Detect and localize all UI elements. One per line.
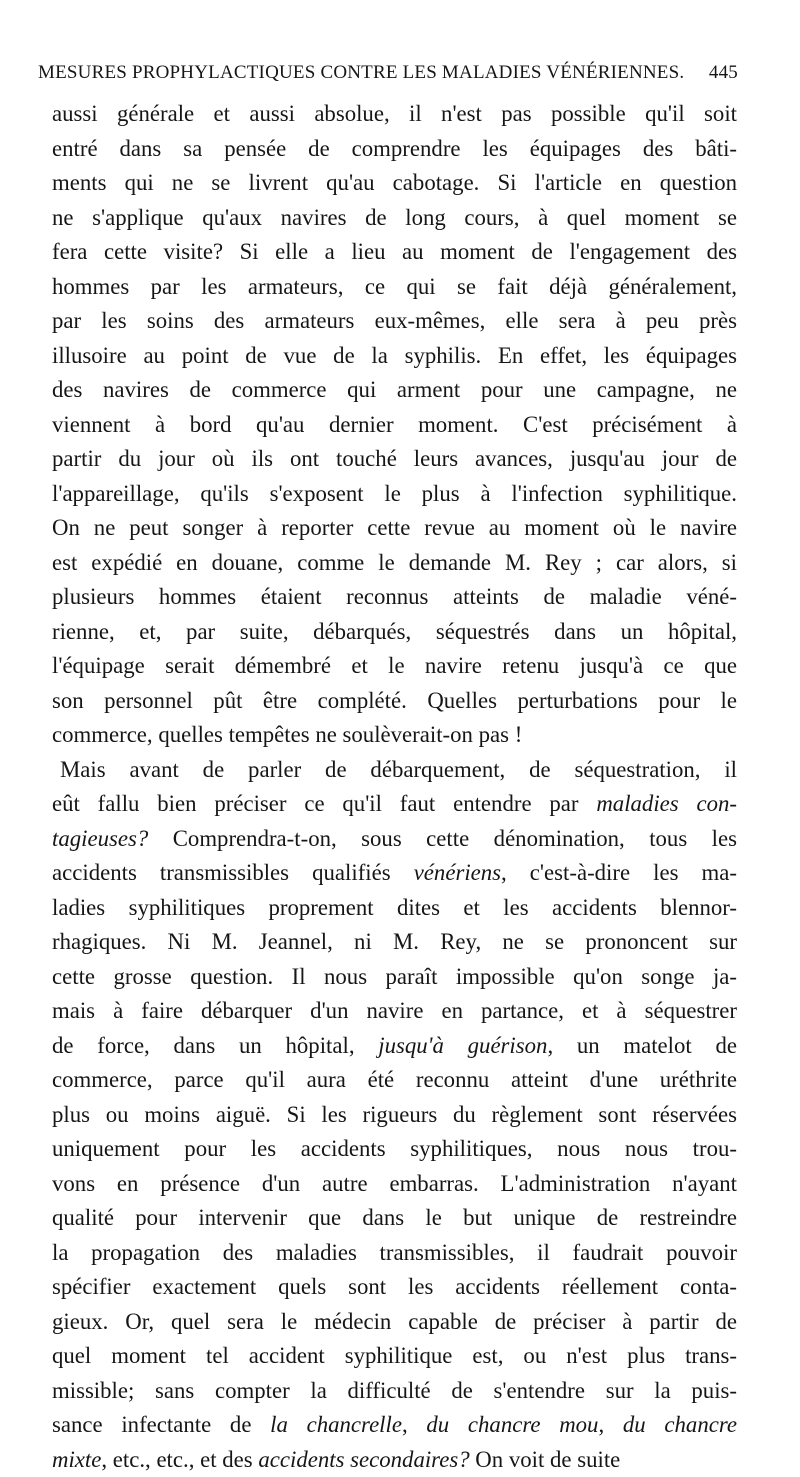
italic-text-run: du chancre mou: [426, 1412, 598, 1437]
text-line: [52, 1270, 737, 1305]
text-line: [52, 546, 737, 581]
italic-text-run: tagieuses?: [52, 826, 148, 851]
text-run: gieux. Or, quel sera le médecin capable de préciser à partir de: [52, 1309, 737, 1334]
text-line: [52, 960, 737, 995]
page-number: 445: [709, 62, 738, 84]
text-line: [52, 408, 737, 443]
text-line: [52, 477, 737, 512]
text-run: missible; sans compter la difficulté de s'entendre sur la puis-: [52, 1378, 737, 1403]
text-line: [52, 166, 737, 201]
text-run: accidents transmissibles qualifiés: [52, 860, 414, 885]
text-line: [52, 1201, 737, 1236]
text-line: [52, 1167, 737, 1202]
text-run: est expédié en douane, comme le demande M. Rey ; car alors, si: [52, 550, 737, 575]
text-run: uniquement pour les accidents syphilitiques, nous nous trou-: [52, 1136, 737, 1161]
text-run: spécifier exactement quels sont les accidents réellement conta-: [52, 1274, 737, 1299]
text-run: Comprendra-t-on, sous cette dénomination, tous les: [148, 826, 737, 851]
italic-text-run: la chancrelle: [270, 1412, 402, 1437]
text-line: [52, 718, 737, 753]
text-run: ladies syphilitiques proprement dites et les accidents blennor-: [52, 895, 737, 920]
text-line: [52, 1132, 737, 1167]
text-line: [52, 373, 737, 408]
italic-text-run: accidents secondaires?: [258, 1447, 469, 1472]
text-run: , c'est-à-dire les ma-: [501, 860, 737, 885]
text-run: viennent à bord qu'au dernier moment. C'est précisément à: [52, 412, 737, 437]
text-run: commerce, parce qu'il aura été reconnu atteint d'une uréthrite: [52, 1067, 737, 1092]
italic-text-run: mixte: [52, 1447, 101, 1472]
text-run: On ne peut songer à reporter cette revue au moment où le navire: [52, 515, 737, 540]
text-line: [52, 649, 737, 684]
text-run: qualité pour intervenir que dans le but unique de restreindre: [52, 1205, 737, 1230]
text-line: [52, 787, 737, 822]
text-line: [52, 684, 737, 719]
text-run: de force, dans un hôpital,: [52, 1033, 378, 1058]
text-run: ,: [598, 1412, 622, 1437]
text-run: partir du jour où ils ont touché leurs avances, jusqu'au jour de: [52, 446, 737, 471]
text-run: des navires de commerce qui arment pour une campagne, ne: [52, 377, 737, 402]
text-line: [52, 1305, 737, 1340]
text-run: ne s'applique qu'aux navires de long cours, à quel moment se: [52, 205, 737, 230]
text-run: par les soins des armateurs eux-mêmes, elle sera à peu près: [52, 308, 737, 333]
text-line: [52, 1374, 737, 1409]
text-line: [52, 856, 737, 891]
text-run: l'équipage serait démembré et le navire retenu jusqu'à ce que: [52, 653, 737, 678]
text-run: ,: [402, 1412, 426, 1437]
text-line: [52, 442, 737, 477]
text-line: [52, 132, 737, 167]
running-header: [38, 62, 738, 90]
text-line: [52, 511, 737, 546]
text-line: [52, 994, 737, 1029]
italic-text-run: maladies con-: [596, 791, 737, 816]
text-line: [52, 270, 737, 305]
text-run: aussi générale et aussi absolue, il n'est pas possible qu'il soit: [52, 101, 737, 126]
text-line: [52, 753, 737, 788]
text-run: hommes par les armateurs, ce qui se fait déjà généralement,: [52, 274, 737, 299]
text-line: [52, 1236, 737, 1271]
text-run: entré dans sa pensée de comprendre les équipages des bâti-: [52, 136, 737, 161]
text-run: rhagiques. Ni M. Jeannel, ni M. Rey, ne se prononcent sur: [52, 929, 737, 954]
text-run: l'appareillage, qu'ils s'exposent le plus à l'infection syphilitique.: [52, 481, 737, 506]
text-run: On voit de suite: [470, 1447, 621, 1472]
text-line: [52, 1029, 737, 1064]
text-run: commerce, quelles tempêtes ne soulèverait-on pas !: [52, 722, 522, 747]
text-line: [52, 304, 737, 339]
text-run: Mais avant de parler de débarquement, de séquestration, il: [60, 757, 737, 782]
italic-text-run: jusqu'à guérison: [378, 1033, 547, 1058]
text-line: [52, 1443, 737, 1477]
body-text: [52, 97, 737, 1477]
text-run: , etc., etc., et des: [101, 1447, 258, 1472]
text-run: illusoire au point de vue de la syphilis. En effet, les équipages: [52, 343, 737, 368]
text-line: [52, 1063, 737, 1098]
text-line: [52, 235, 737, 270]
text-line: [52, 925, 737, 960]
text-run: , un matelot de: [547, 1033, 737, 1058]
text-run: plusieurs hommes étaient reconnus atteints de maladie véné-: [52, 584, 737, 609]
running-title: MESURES PROPHYLACTIQUES CONTRE LES MALADIES VÉNÉRIENNES.: [38, 62, 684, 84]
text-line: [52, 822, 737, 857]
text-run: eût fallu bien préciser ce qu'il faut entendre par: [52, 791, 596, 816]
text-run: rienne, et, par suite, débarqués, séquestrés dans un hôpital,: [52, 619, 737, 644]
text-run: quel moment tel accident syphilitique est, ou n'est plus trans-: [52, 1343, 737, 1368]
text-run: vons en présence d'un autre embarras. L'administration n'ayant: [52, 1171, 737, 1196]
text-line: [52, 1339, 737, 1374]
text-line: [52, 1408, 737, 1443]
text-run: sance infectante de: [52, 1412, 270, 1437]
text-line: [52, 97, 737, 132]
text-run: cette grosse question. Il nous paraît impossible qu'on songe ja-: [52, 964, 737, 989]
text-run: ments qui ne se livrent qu'au cabotage. Si l'article en question: [52, 170, 737, 195]
text-run: la propagation des maladies transmissibles, il faudrait pouvoir: [52, 1240, 737, 1265]
text-line: [52, 580, 737, 615]
text-line: [52, 891, 737, 926]
text-run: plus ou moins aiguë. Si les rigueurs du règlement sont réservées: [52, 1102, 737, 1127]
text-line: [52, 201, 737, 236]
text-run: mais à faire débarquer d'un navire en partance, et à séquestrer: [52, 998, 737, 1023]
text-line: [52, 339, 737, 374]
text-line: [52, 1098, 737, 1133]
text-line: [52, 615, 737, 650]
italic-text-run: vénériens: [414, 860, 501, 885]
italic-text-run: du chancre: [623, 1412, 737, 1437]
text-run: son personnel pût être complété. Quelles perturbations pour le: [52, 688, 737, 713]
text-run: fera cette visite? Si elle a lieu au moment de l'engagement des: [52, 239, 737, 264]
